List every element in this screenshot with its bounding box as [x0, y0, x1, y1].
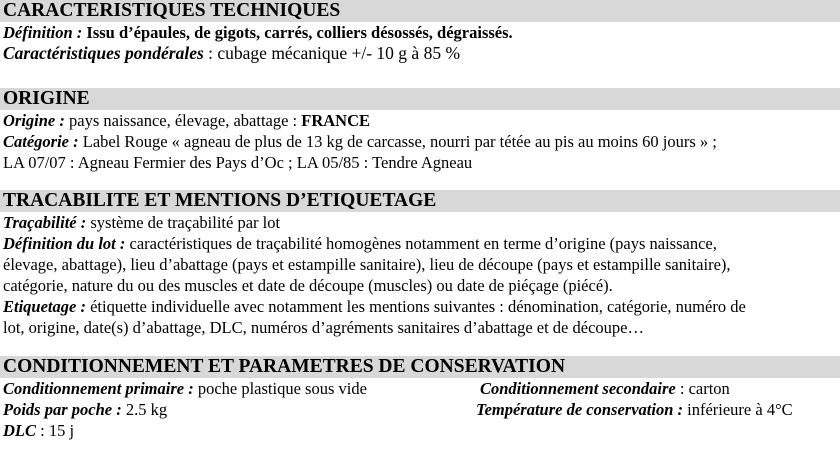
lot-line-1 [0, 233, 840, 254]
secondaire-group [480, 378, 730, 399]
etiquetage-value-2: lot, origine, date(s) d’abattage, DLC, numéros d’agréments sanitaires d’abattage et de découpe… [3, 318, 644, 337]
categorie-label: Catégorie : [3, 132, 79, 151]
ponderales-label: Caractéristiques pondérales [3, 43, 204, 63]
ponderales-value: : cubage mécanique +/- 10 g à 85 % [203, 43, 461, 63]
tracabilite-value: système de traçabilité par lot [86, 213, 281, 232]
etiquetage-line-2 [0, 317, 840, 338]
categorie-value-2: LA 07/07 : Agneau Fermier des Pays d’Oc ; LA 05/85 : Tendre Agneau [3, 153, 473, 172]
primaire-value: poche plastique sous vide [193, 379, 367, 398]
lot-value-1: caractéristiques de traçabilité homogènes notamment en terme d’origine (pays naissance, [125, 234, 717, 253]
poids-line [0, 399, 840, 420]
lot-label: Définition du lot : [3, 234, 126, 253]
categorie-line [0, 131, 840, 152]
temperature-label: Température de conservation : [476, 400, 683, 419]
tracabilite-label: Traçabilité : [3, 213, 87, 232]
etiquetage-line-1 [0, 296, 840, 317]
section-title-conditionnement: CONDITIONNEMENT ET PARAMETRES DE CONSERVATION [0, 356, 840, 378]
origine-country: FRANCE [301, 111, 371, 130]
tracabilite-line [0, 212, 840, 233]
origine-label: Origine : [3, 111, 65, 130]
lot-line-2 [0, 254, 840, 275]
poids-label: Poids par poche : [3, 400, 122, 419]
categorie-line-2 [0, 152, 840, 173]
lot-value-3: catégorie, nature du ou des muscles et date de découpe (muscles) ou date de piéçage (piécé). [3, 276, 613, 295]
lot-line-3 [0, 275, 840, 296]
etiquetage-value-1: étiquette individuelle avec notamment les mentions suivantes : dénomination, catégorie, numéro de [85, 297, 746, 316]
categorie-value: Label Rouge « agneau de plus de 13 kg de carcasse, nourri par tétée au pis au moins 60 jours » ; [78, 132, 717, 151]
lot-value-2: élevage, abattage), lieu d’abattage (pays et estampille sanitaire), lieu de découpe (pays et estampille sanitaire), [3, 255, 731, 274]
origine-line [0, 110, 840, 131]
section-title-tracabilite: TRACABILITE ET MENTIONS D’ETIQUETAGE [0, 190, 840, 212]
temperature-group [476, 399, 793, 420]
secondaire-value: : carton [675, 379, 730, 398]
origine-value: pays naissance, élevage, abattage : [64, 111, 302, 130]
definition-label: Définition : [3, 23, 83, 42]
secondaire-label: Conditionnement secondaire [480, 379, 676, 398]
definition-value: Issu d’épaules, de gigots, carrés, colliers désossés, dégraissés. [82, 23, 513, 42]
section-title-origine: ORIGINE [0, 88, 840, 110]
dlc-label: DLC [3, 421, 36, 440]
section-title-caracteristiques: CARACTERISTIQUES TECHNIQUES [0, 0, 840, 22]
dlc-value: : 15 j [36, 421, 75, 440]
primaire-label: Conditionnement primaire : [3, 379, 194, 398]
dlc-line [0, 420, 840, 441]
temperature-value: inférieure à 4°C [683, 400, 793, 419]
etiquetage-label: Etiquetage : [3, 297, 86, 316]
ponderales-line [0, 43, 840, 64]
poids-value: 2.5 kg [121, 400, 168, 419]
definition-line [0, 22, 840, 43]
conditionnement-line [0, 378, 840, 399]
